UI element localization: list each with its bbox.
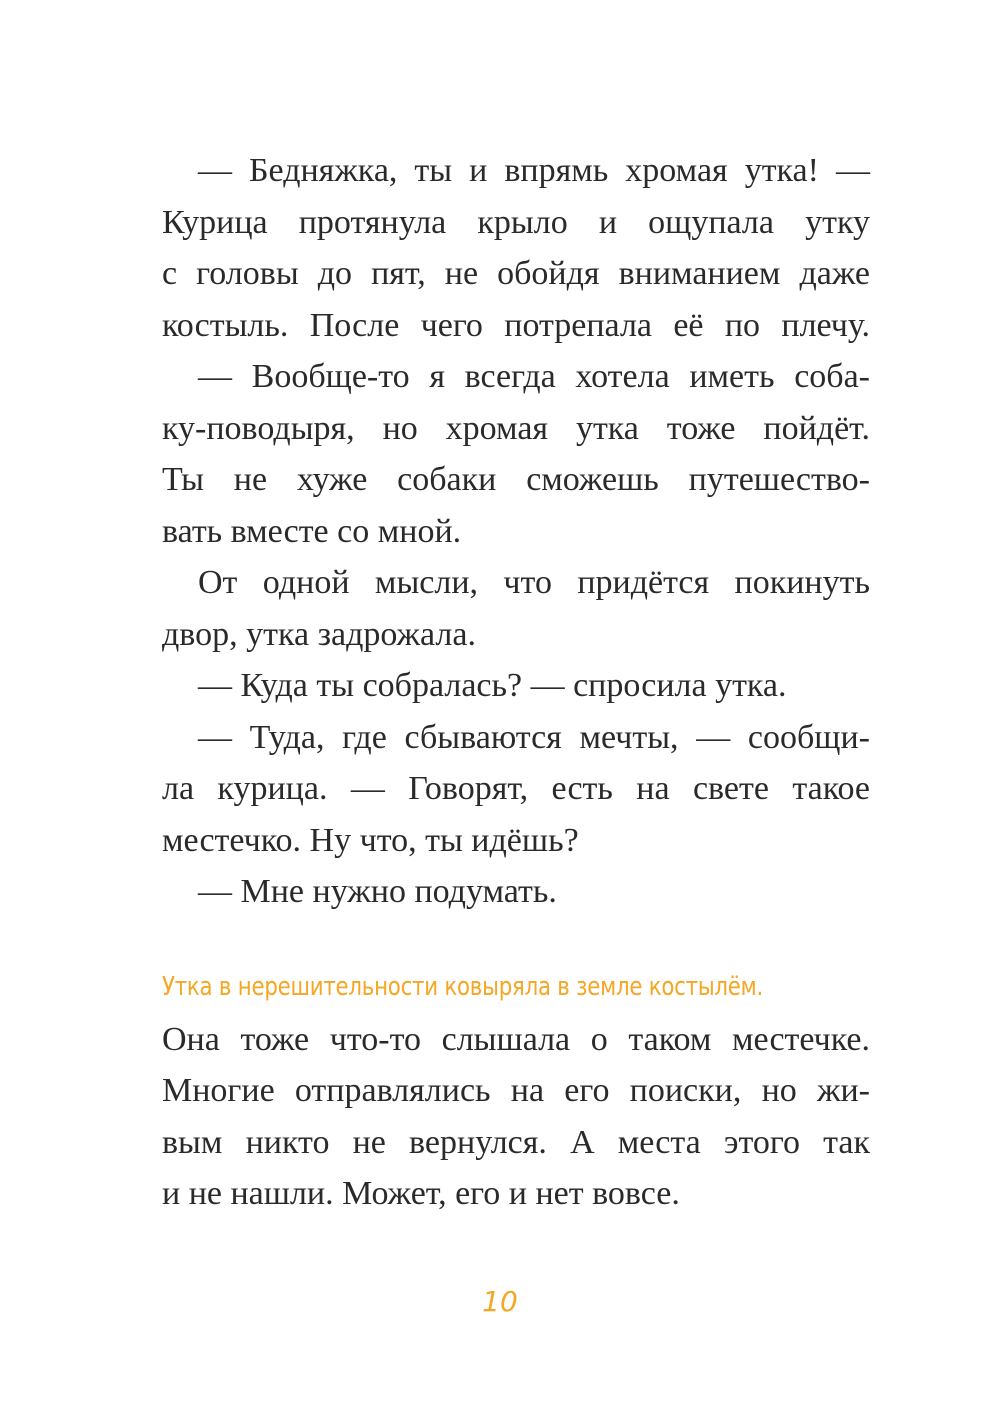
text-line: ку-поводыря, но хромая утка тоже пойдёт. (162, 409, 870, 447)
text-line: — Бедняжка, ты и впрямь хромая утка! — (198, 152, 870, 189)
text-line: От одной мысли, что придётся покинуть (198, 564, 870, 601)
page-number: 10 (482, 1285, 518, 1318)
text-line: Она тоже что-то слышала о таком местечке. (162, 1020, 870, 1058)
text-line: — Мне нужно подумать. (198, 873, 557, 910)
text-line: костыль. После чего потрепала её по плечу. (162, 306, 870, 344)
narration-block (162, 962, 870, 1220)
text-line: — Куда ты собралась? — спросила утка. (198, 667, 787, 704)
text-line: вым никто не вернулся. А места этого так (162, 1123, 870, 1161)
text-line: Ты не хуже собаки сможешь путешество- (162, 461, 870, 498)
text-line: двор, утка задрожала. (162, 615, 476, 653)
text-line: — Вообще-то я всегда хотела иметь соба- (198, 358, 870, 395)
text-line: местечко. Ну что, ты идёшь? (162, 821, 579, 859)
text-line: Курица протянула крыло и ощупала утку (162, 203, 870, 241)
dialogue-block (162, 145, 870, 918)
text-line: — Туда, где сбываются мечты, — сообщи- (198, 718, 870, 756)
text-line: и не нашли. Может, его и нет вовсе. (162, 1175, 680, 1212)
text-line: ла курица. — Говорят, есть на свете такое (162, 770, 870, 807)
highlighted-lead-line: Утка в нерешительности ковыряла в земле костылём. (162, 972, 764, 1002)
text-line: с головы до пят, не обойдя вниманием даже (162, 255, 870, 292)
text-line: Многие отправлялись на его поиски, но жи- (162, 1072, 870, 1109)
text-line: вать вместе со мной. (162, 512, 462, 550)
